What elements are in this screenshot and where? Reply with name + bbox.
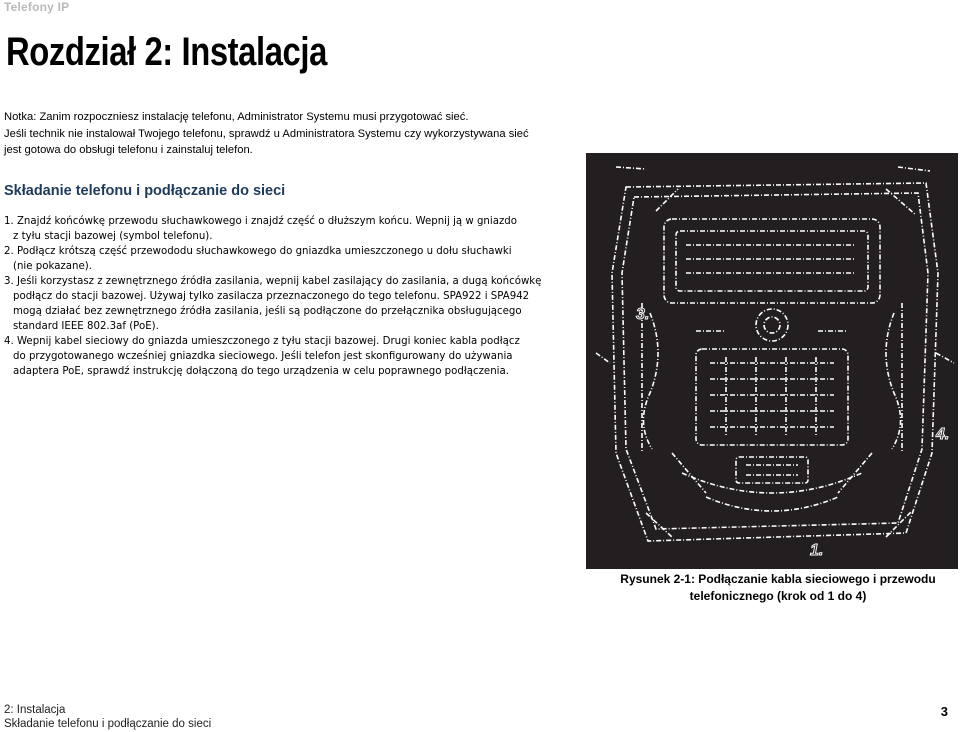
step-2-continuation: (nie pokazane). xyxy=(13,261,92,272)
step-4-continuation: adaptera PoE, sprawdź instrukcję dołączoną do tego urządzenia w celu poprawnego podłączenia. xyxy=(13,366,509,377)
step-1-continuation: z tyłu stacji bazowej (symbol telefonu). xyxy=(13,231,213,242)
step-3-continuation: podłącz do stacji bazowej. Używaj tylko zasilacza przeznaczonego do tego telefonu. SPA922 i SPA942 xyxy=(13,291,530,302)
footer xyxy=(4,703,211,731)
running-header: Telefony IP xyxy=(4,0,70,14)
installation-note xyxy=(4,109,564,159)
note-line: Jeśli technik nie instalował Twojego telefonu, sprawdź u Administratora Systemu czy wykorzystywana sieć xyxy=(4,127,529,140)
step-2-text: 2. Podłącz krótszą część przewododu słuchawkowego do gniazdka umieszczonego u dołu słuchawki xyxy=(4,246,512,257)
step-3 xyxy=(4,274,564,334)
page-number: 3 xyxy=(940,704,948,719)
step-1-label: 1. xyxy=(810,542,824,559)
step-4-continuation: do przygotowanego wcześniej gniazdka sieciowego. Jeśli telefon jest skonfigurowany do używania xyxy=(13,351,513,362)
step-3-text: 3. Jeśli korzystasz z zewnętrznego źródła zasilania, wepnij kabel zasilający do zasilania, a dugą końcówkę xyxy=(4,276,542,287)
note-line: Notka: Zanim rozpoczniesz instalację telefonu, Administrator Systemu musi przygotować sieć. xyxy=(4,111,469,123)
figure-caption-line: telefonicznego (krok od 1 do 4) xyxy=(689,589,867,603)
footer-section-title: Składanie telefonu i podłączanie do sieci xyxy=(4,718,212,730)
section-heading: Składanie telefonu i podłączanie do sieci xyxy=(4,183,286,199)
step-1 xyxy=(4,214,564,244)
step-2 xyxy=(4,244,564,274)
step-4 xyxy=(4,334,564,379)
figure-caption-line: Rysunek 2-1: Podłączanie kabla sieciowego i przewodu xyxy=(620,572,936,586)
step-3-continuation: standard IEEE 802.3af (PoE). xyxy=(13,321,159,332)
step-3-label: 3. xyxy=(636,306,650,323)
phone-connection-figure xyxy=(586,153,958,569)
phone-outline-drawing xyxy=(596,167,954,541)
step-1-text: 1. Znajdź końcówkę przewodu słuchawkowego i znajdź część o dłuższym końcu. Wepnij ją w gniazdo xyxy=(4,216,518,227)
figure-caption xyxy=(600,571,956,605)
footer-chapter: 2: Instalacja xyxy=(4,704,66,716)
note-line: jest gotowa do obsługi telefonu i zainstaluj telefon. xyxy=(4,144,253,156)
step-4-label: 4. xyxy=(936,426,950,443)
step-3-continuation: mogą działać bez zewnętrznego źródła zasilania, jeśli są podłączone do przełącznika obsługującego xyxy=(13,306,522,317)
steps-list xyxy=(4,214,564,379)
chapter-title: Rozdział 2: Instalacja xyxy=(6,30,327,74)
step-4-text: 4. Wepnij kabel sieciowy do gniazda umieszczonego z tyłu stacji bazowej. Drugi koniec kabla podłącz xyxy=(4,336,520,347)
phone-base-illustration xyxy=(586,153,958,569)
